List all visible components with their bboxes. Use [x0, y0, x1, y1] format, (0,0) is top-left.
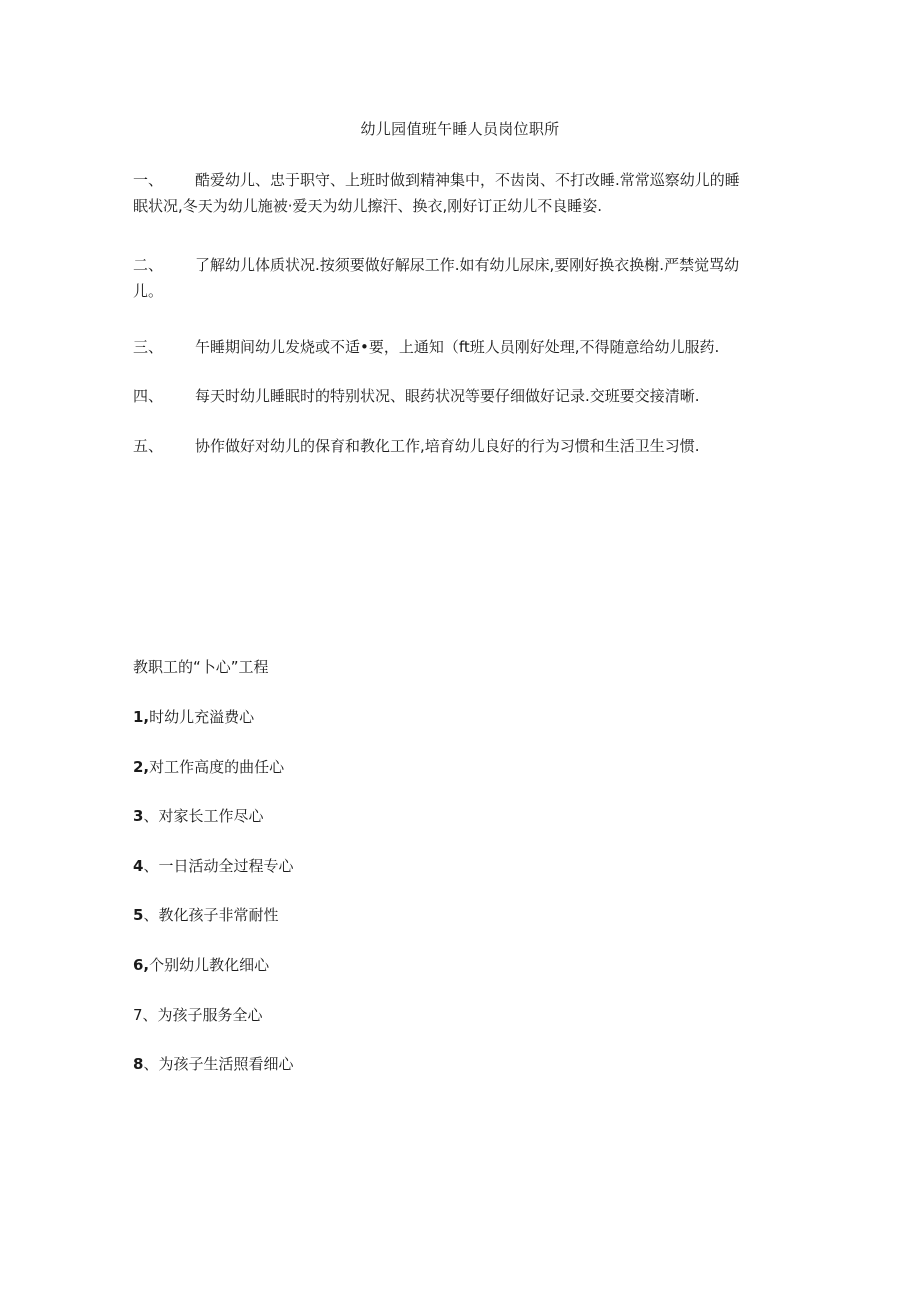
list-number: 5: [133, 906, 144, 924]
duty-text: 每天时幼儿睡眠时的特别状况、眼药状况等要仔细做好记录.交班要交接清晰.: [195, 387, 700, 405]
list-item: [133, 1004, 263, 1025]
document-title: 幼儿园值班午睡人员岗位职所: [360, 120, 560, 138]
duty-text: 了解幼儿体质状况.按须要做好解尿工作.如有幼儿尿床,要刚好换衣换榭.严禁觉骂幼儿。: [133, 256, 740, 300]
list-item: [133, 855, 293, 876]
list-text: 对工作高度的曲任心: [149, 758, 285, 776]
duty-item-1: [133, 167, 753, 219]
list-text: 时幼儿充溢费心: [149, 708, 255, 726]
list-item: [133, 805, 263, 826]
list-text: 、一日活动全过程专心: [143, 857, 294, 875]
list-number: 1,: [133, 708, 150, 726]
list-text: 、对家长工作尽心: [143, 807, 264, 825]
list-number: 7: [133, 1006, 143, 1024]
duty-text: 午睡期间幼儿发烧或不适•要，上通知（ft班人员刚好处理,不得随意给幼儿服药.: [195, 338, 720, 356]
duty-number: 五、: [133, 437, 164, 455]
list-number: 8: [133, 1055, 144, 1073]
duty-item-4: [133, 383, 753, 409]
duty-item-3: [133, 334, 753, 360]
list-text: 个别幼儿教化细心: [149, 956, 270, 974]
duty-number: 三、: [133, 338, 164, 356]
list-text: 、为孩子服务全心: [142, 1006, 263, 1024]
list-text: 、教化孩子非常耐性: [143, 906, 279, 924]
duty-number: 四、: [133, 387, 164, 405]
list-item: [133, 1053, 293, 1074]
duty-number: 二、: [133, 256, 164, 274]
duty-number: 一、: [133, 171, 164, 189]
list-item: [133, 954, 269, 975]
list-number: 4: [133, 857, 144, 875]
duty-text: 酷爱幼儿、忠于职守、上班时做到精神集中，不齿岗、不打改睡.常常巡察幼儿的睡眠状况,冬天为幼儿施被·爱天为幼儿擦汗、换衣,刚好订正幼儿不良睡姿.: [133, 171, 740, 215]
list-text: 、为孩子生活照看细心: [143, 1055, 294, 1073]
duty-item-5: [133, 433, 753, 459]
list-number: 3: [133, 807, 144, 825]
section-title: 教职工的“卜心”工程: [133, 658, 269, 676]
duty-text: 协作做好对幼儿的保育和教化工作,培育幼儿良好的行为习惯和生活卫生习惯.: [195, 437, 700, 455]
list-item: [133, 706, 254, 727]
list-item: [133, 756, 284, 777]
list-number: 2,: [133, 758, 150, 776]
list-number: 6,: [133, 956, 150, 974]
list-item: [133, 904, 278, 925]
duty-item-2: [133, 252, 753, 304]
